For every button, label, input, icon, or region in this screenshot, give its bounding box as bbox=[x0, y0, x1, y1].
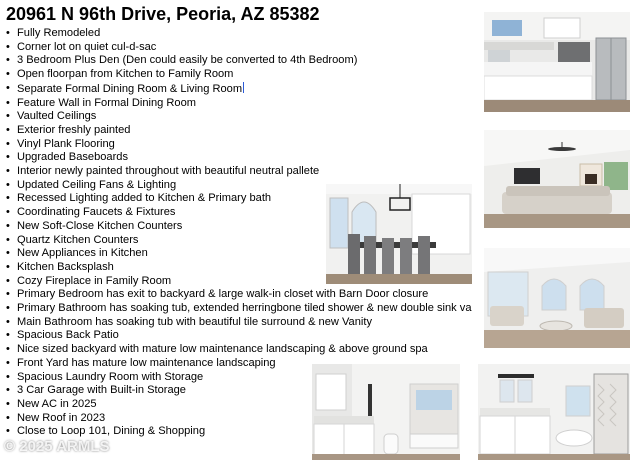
list-item: • Front Yard has mature low maintenance landscaping bbox=[5, 357, 485, 371]
primary-bathroom-photo bbox=[478, 364, 630, 460]
list-item: • New Appliances in Kitchen bbox=[5, 247, 485, 261]
list-item: • Updated Ceiling Fans & Lighting bbox=[5, 179, 485, 193]
list-item: • Upgraded Baseboards bbox=[5, 151, 485, 165]
kitchen-photo bbox=[484, 12, 630, 112]
living-room-photo bbox=[484, 248, 630, 348]
text-cursor bbox=[243, 82, 244, 93]
list-item: • 3 Bedroom Plus Den (Den could easily be converted to 4th Bedroom) bbox=[5, 54, 485, 68]
list-item: • Vaulted Ceilings bbox=[5, 110, 485, 124]
list-item: • Coordinating Faucets & Fixtures bbox=[5, 206, 485, 220]
list-item: • Cozy Fireplace in Family Room bbox=[5, 275, 485, 289]
family-room-photo bbox=[484, 130, 630, 228]
list-item: • Quartz Kitchen Counters bbox=[5, 234, 485, 248]
list-item: • Fully Remodeled bbox=[5, 27, 485, 41]
page-title: 20961 N 96th Drive, Peoria, AZ 85382 bbox=[6, 4, 320, 24]
list-item: • Vinyl Plank Flooring bbox=[5, 138, 485, 152]
list-item: • Recessed Lighting added to Kitchen & Primary bath bbox=[5, 192, 485, 206]
list-item: • Spacious Laundry Room with Storage bbox=[5, 371, 485, 385]
list-item: • New Roof in 2023 bbox=[5, 412, 485, 426]
list-item: • Open floorpan from Kitchen to Family Room bbox=[5, 68, 485, 82]
main-bathroom-photo bbox=[312, 364, 460, 460]
list-item: • Interior newly painted throughout with beautiful neutral pallete bbox=[5, 165, 485, 179]
list-item: • Nice sized backyard with mature low maintenance landscaping & above ground spa bbox=[5, 343, 485, 357]
list-item: • Exterior freshly painted bbox=[5, 124, 485, 138]
list-item: • New Soft-Close Kitchen Counters bbox=[5, 220, 485, 234]
list-item: • Corner lot on quiet cul-d-sac bbox=[5, 41, 485, 55]
list-item: • Main Bathroom has soaking tub with beautiful tile surround & new Vanity bbox=[5, 316, 485, 330]
copyright-watermark: © 2025 ARMLS bbox=[4, 438, 110, 455]
dining-room-photo bbox=[326, 184, 472, 284]
list-item: • Close to Loop 101, Dining & Shopping bbox=[5, 425, 485, 439]
list-item: • Spacious Back Patio bbox=[5, 329, 485, 343]
list-item: • Primary Bedroom has exit to backyard & large walk-in closet with Barn Door closure bbox=[5, 288, 485, 302]
list-item: • Separate Formal Dining Room & Living Room bbox=[5, 82, 485, 97]
list-item: • Primary Bathroom has soaking tub, extended herringbone tiled shower & new double sink va bbox=[5, 302, 485, 316]
list-item: • Feature Wall in Formal Dining Room bbox=[5, 97, 485, 111]
list-item: • 3 Car Garage with Built-in Storage bbox=[5, 384, 485, 398]
list-item: • New AC in 2025 bbox=[5, 398, 485, 412]
list-item: • Kitchen Backsplash bbox=[5, 261, 485, 275]
